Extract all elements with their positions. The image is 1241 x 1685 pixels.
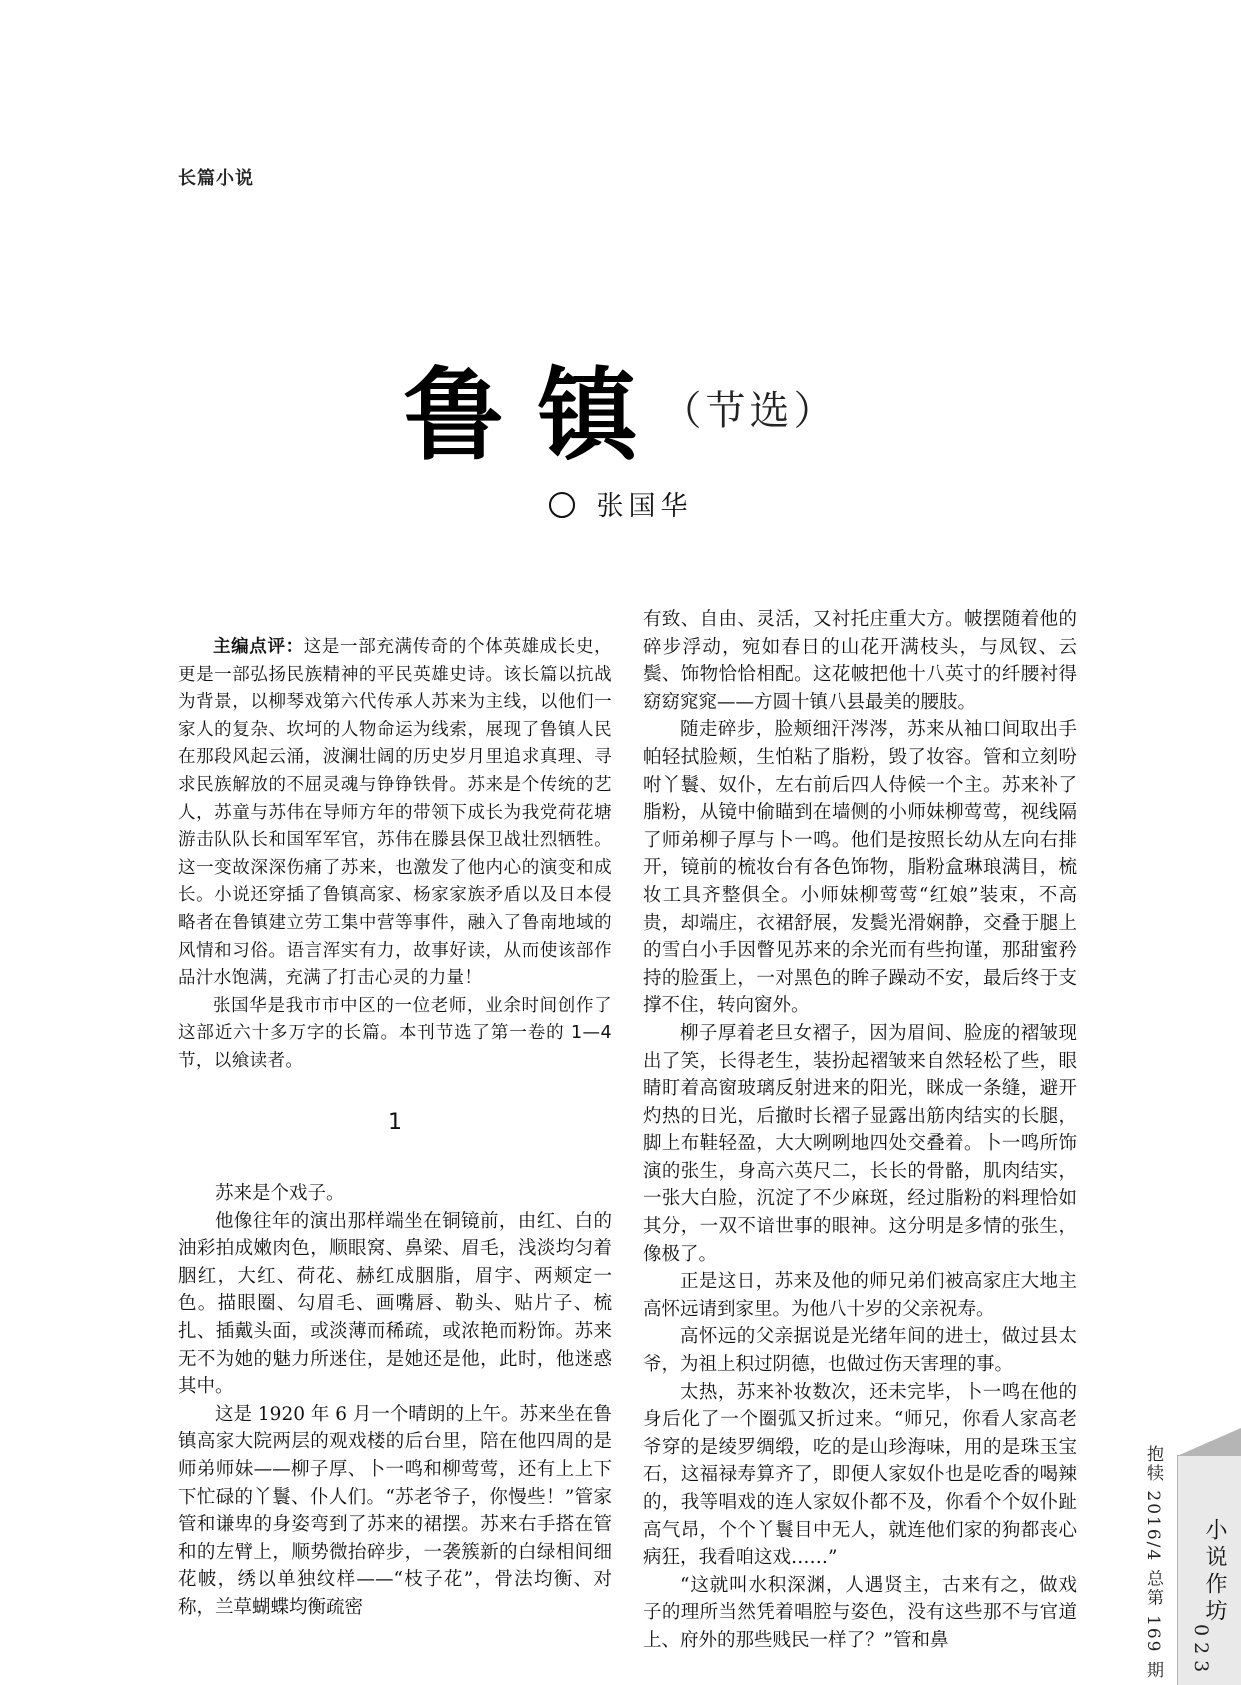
page-number: 023 <box>1190 1624 1212 1679</box>
right-column <box>643 606 1077 1655</box>
article-title <box>0 335 1241 479</box>
body-paragraph: 高怀远的父亲据说是光绪年间的进士，做过县太爷，为祖上积过阴德，也做过伤天害理的事。 <box>643 1326 1077 1376</box>
editor-note-paragraph: 张国华是我市市中区的一位老师，业余时间创作了这部近六十多万字的长篇。本刊节选了第一卷的 1—4 节，以飨读者。 <box>178 995 612 1071</box>
body-paragraph: 正是这日，苏来及他的师兄弟们被高家庄大地主高怀远请到家里。为他八十岁的父亲祝寿。 <box>643 1271 1077 1320</box>
side-tab <box>1177 1455 1241 1685</box>
editor-note-paragraph <box>178 634 612 993</box>
issue-info: 抱犊 2016/4 总第 169 期 <box>1143 1445 1163 1680</box>
author-circle-icon <box>549 492 575 518</box>
body-paragraph: 柳子厚着老旦女褶子，因为眉间、脸庞的褶皱现出了笑，长得老生，装扮起褶皱来自然轻松了些，眼睛盯着高窗玻璃反射进来的阳光，眯成一条缝，避开灼热的日光，后撤时长褶子显露出筋肉结实的长腿，脚上布鞋轻盈，大大咧咧地四处交叠着。卜一鸣所饰演的张生，身高六英尺二，长长的骨骼，肌肉结实，一张大白脸，沉淀了不少麻斑，经过脂粉的料理恰如其分，一双不谙世事的眼神。这分明是多情的张生，像极了。 <box>643 1022 1077 1265</box>
body-paragraph: “这就叫水积深渊，人遇贤主，古来有之，做戏子的理所当然凭着唱腔与姿色，没有这些那不与官道上、府外的那些贱民一样了？”管和鼻 <box>643 1574 1077 1651</box>
body-paragraph: 这是 1920 年 6 月一个晴朗的上午。苏来坐在鲁镇高家大院两层的观戏楼的后台里，陪在他四周的是师弟师妹——柳子厚、卜一鸣和柳莺莺，还有上上下下忙碌的丫鬟、仆人们。“苏老爷子，你慢些！”管家管和谦卑的身姿弯到了苏来的裙摆。苏来右手搭在管和的左臂上，顺势微抬碎步，一袭簇新的白绿相间细花帔，绣以单独纹样——“枝子花”，骨法均衡、对称，兰草蝴蝶均衡疏密 <box>178 1403 612 1618</box>
editor-note <box>178 634 612 1076</box>
magazine-section: 小说作坊 <box>1202 1518 1227 1626</box>
author-name: 张国华 <box>596 491 693 522</box>
chapter-number: 1 <box>388 1109 402 1135</box>
section-label: 长篇小说 <box>178 168 254 189</box>
body-paragraph: 随走碎步，脸颊细汗涔涔，苏来从袖口间取出手帕轻拭脸颊，生怕粘了脂粉，毁了妆容。管和立刻吩咐丫鬟、奴仆，左右前后四人侍候一个主。苏来补了脂粉，从镜中偷瞄到在墙侧的小师妹柳莺莺，视线隔了师弟柳子厚与卜一鸣。他们是按照长幼从左向右排开，镜前的梳妆台有各色饰物，脂粉盒琳琅满目，梳妆工具齐整俱全。小师妹柳莺莺“红娘”装束，不高贵，却端庄，衣裙舒展，发鬓光滑娴静，交叠于腿上的雪白小手因瞥见苏来的余光而有些拘谨，那甜蜜矜持的脸蛋上，一对黑色的眸子躁动不安，最后终于支撑不住，转向窗外。 <box>643 719 1077 1017</box>
editor-note-lead: 主编点评： <box>213 637 304 657</box>
body-paragraph: 太热，苏来补妆数次，还未完毕，卜一鸣在他的身后化了一个圈弧又折过来。“师兄，你看人家高老爷穿的是绫罗绸缎，吃的是山珍海味，用的是珠玉宝石，这福禄寿算齐了，即便人家奴仆也是吃香的喝辣的，我等唱戏的连人家奴仆都不及，你看个个奴仆趾高气昂，个个丫鬟目中无人，就连他们家的狗都丧心病狂，我看咱这戏……” <box>643 1381 1077 1569</box>
body-paragraph: 苏来是个戏子。 <box>215 1183 345 1205</box>
title-sub: （节选） <box>661 387 838 434</box>
body-paragraph: 他像往年的演出那样端坐在铜镜前，由红、白的油彩拍成嫩肉色，顺眼窝、鼻梁、眉毛，浅淡均匀着胭红，大红、荷花、赫红成胭脂，眉宇、两颊定一色。描眼圈、勾眉毛、画嘴唇、勒头、贴片子、梳扎、插戴头面，或淡薄而稀疏，或浓艳而粉饰。苏来无不为她的魅力所迷住，是她还是他，此时，他迷惑其中。 <box>178 1210 612 1398</box>
body-paragraph: 有致、自由、灵活，又衬托庄重大方。帔摆随着他的碎步浮动，宛如春日的山花开满枝头，与凤钗、云鬓、饰物恰恰相配。这花帔把他十八英寸的纤腰衬得窈窈窕窕——方圆十镇八县最美的腰肢。 <box>643 609 1077 713</box>
author-line <box>0 484 1241 523</box>
title-main: 鲁镇 <box>403 357 672 474</box>
editor-note-text: 这是一部充满传奇的个体英雄成长史，更是一部弘扬民族精神的平民英雄史诗。该长篇以抗战为背景，以柳琴戏第六代传承人苏来为主线，以他们一家人的复杂、坎坷的人物命运为线索，展现了鲁镇人民在那段风起云涌，波澜壮阔的历史岁月里追求真理、寻求民族解放的不屈灵魂与铮铮铁骨。苏来是个传统的艺人，苏童与苏伟在导师方年的带领下成长为我党荷花塘游击队队长和国军军官，苏伟在滕县保卫战壮烈牺牲。这一变故深深伤痛了苏来，也激发了他内心的演变和成长。小说还穿插了鲁镇高家、杨家家族矛盾以及日本侵略者在鲁镇建立劳工集中营等事件，融入了鲁南地域的风情和习俗。语言浑实有力，故事好读，从而使该部作品汁水饱满，充满了打击心灵的力量！ <box>178 637 613 989</box>
left-column <box>178 634 612 1622</box>
side-footer <box>1141 1445 1241 1684</box>
